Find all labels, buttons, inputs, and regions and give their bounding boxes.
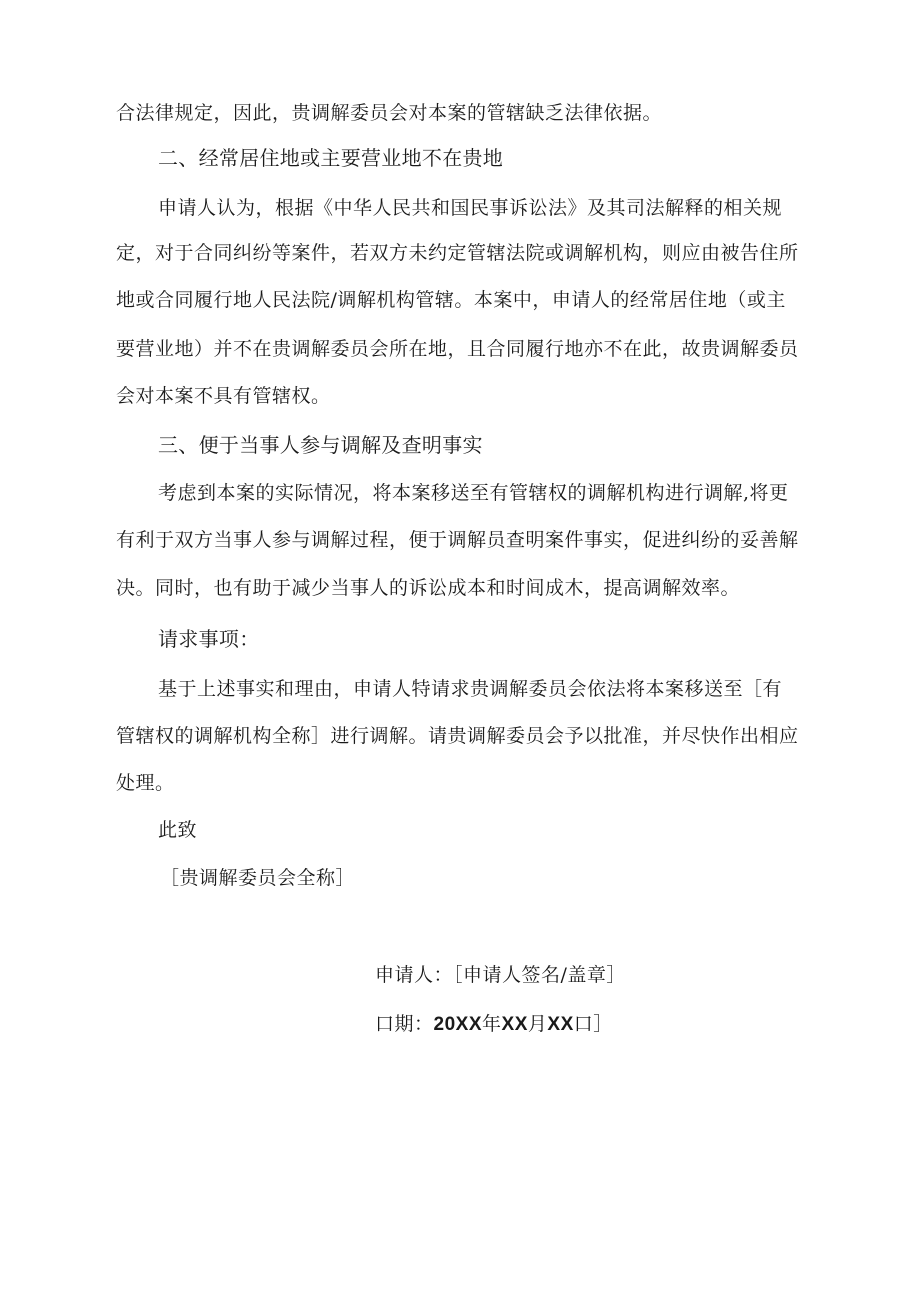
date-year: 20XX — [433, 1014, 482, 1035]
paragraph-3-line-3: 决。同时，也有助于减少当事人的诉讼成本和时间成木，提高调解效率。 — [116, 577, 741, 599]
paragraph-continuation: 合法律规定，因此，贵调解委员会对本案的管辖缺乏法律依据。 — [116, 102, 663, 124]
requests-line-3: 处理。 — [116, 772, 175, 794]
paragraph-2-line-5: 会对本案不具有管辖权。 — [116, 385, 331, 407]
date-month-unit: 月 — [527, 1013, 548, 1035]
date-line — [375, 1012, 613, 1037]
applicant-signature-line — [375, 963, 626, 987]
date-month: XX — [501, 1014, 528, 1035]
paragraph-2-line-4: 要营业地）并不在贵调解委员会所在地，且合同履行地亦不在此，故贵调解委员 — [116, 338, 799, 360]
paragraph-2-line-1: 申请人认为，根据《中华人民共和国民事诉讼法》及其司法解释的相关规 — [158, 197, 783, 219]
date-year-unit: 年 — [482, 1013, 502, 1035]
date-label: 口期： — [375, 1013, 434, 1035]
paragraph-2-line-3: 地或合同履行地人民法院/调解机构管辖。本案中，申请人的经常居住地（或主 — [116, 289, 786, 311]
paragraph-3-line-2: 有利于双方当事人参与调解过程，便于调解员查明案件事实，促进纠纷的妥善解 — [116, 529, 799, 551]
requests-line-1: 基于上述事实和理由，申请人特请求贵调解委员会依法将本案移送至［有 — [158, 678, 783, 700]
salutation: 此致 — [158, 819, 198, 841]
date-day-unit: 口］ — [573, 1013, 613, 1035]
recipient-name: ［贵调解委员会全称］ — [160, 867, 356, 889]
applicant-signature-placeholder: ［申请人签名/盖章］ — [453, 964, 626, 986]
section-heading-2: 二、经常居住地或主要营业地不在贵地 — [158, 146, 504, 170]
requests-line-2: 管辖权的调解机构全称］进行调解。请贵调解委员会予以批准，并尽快作出相应 — [116, 725, 799, 747]
paragraph-3-line-1: 考虑到本案的实际情况，将本案移送至有管辖权的调解机构进行调解,将更 — [158, 482, 789, 504]
requests-heading: 请求事项： — [158, 627, 260, 651]
paragraph-2-line-2: 定，对于合同纠纷等案件，若双方未约定管辖法院或调解机构，则应由被告住所 — [116, 242, 799, 264]
date-day: XX — [547, 1014, 574, 1035]
section-heading-3: 三、便于当事人参与调解及查明事实 — [158, 433, 483, 457]
applicant-label: 申请人： — [375, 964, 454, 986]
